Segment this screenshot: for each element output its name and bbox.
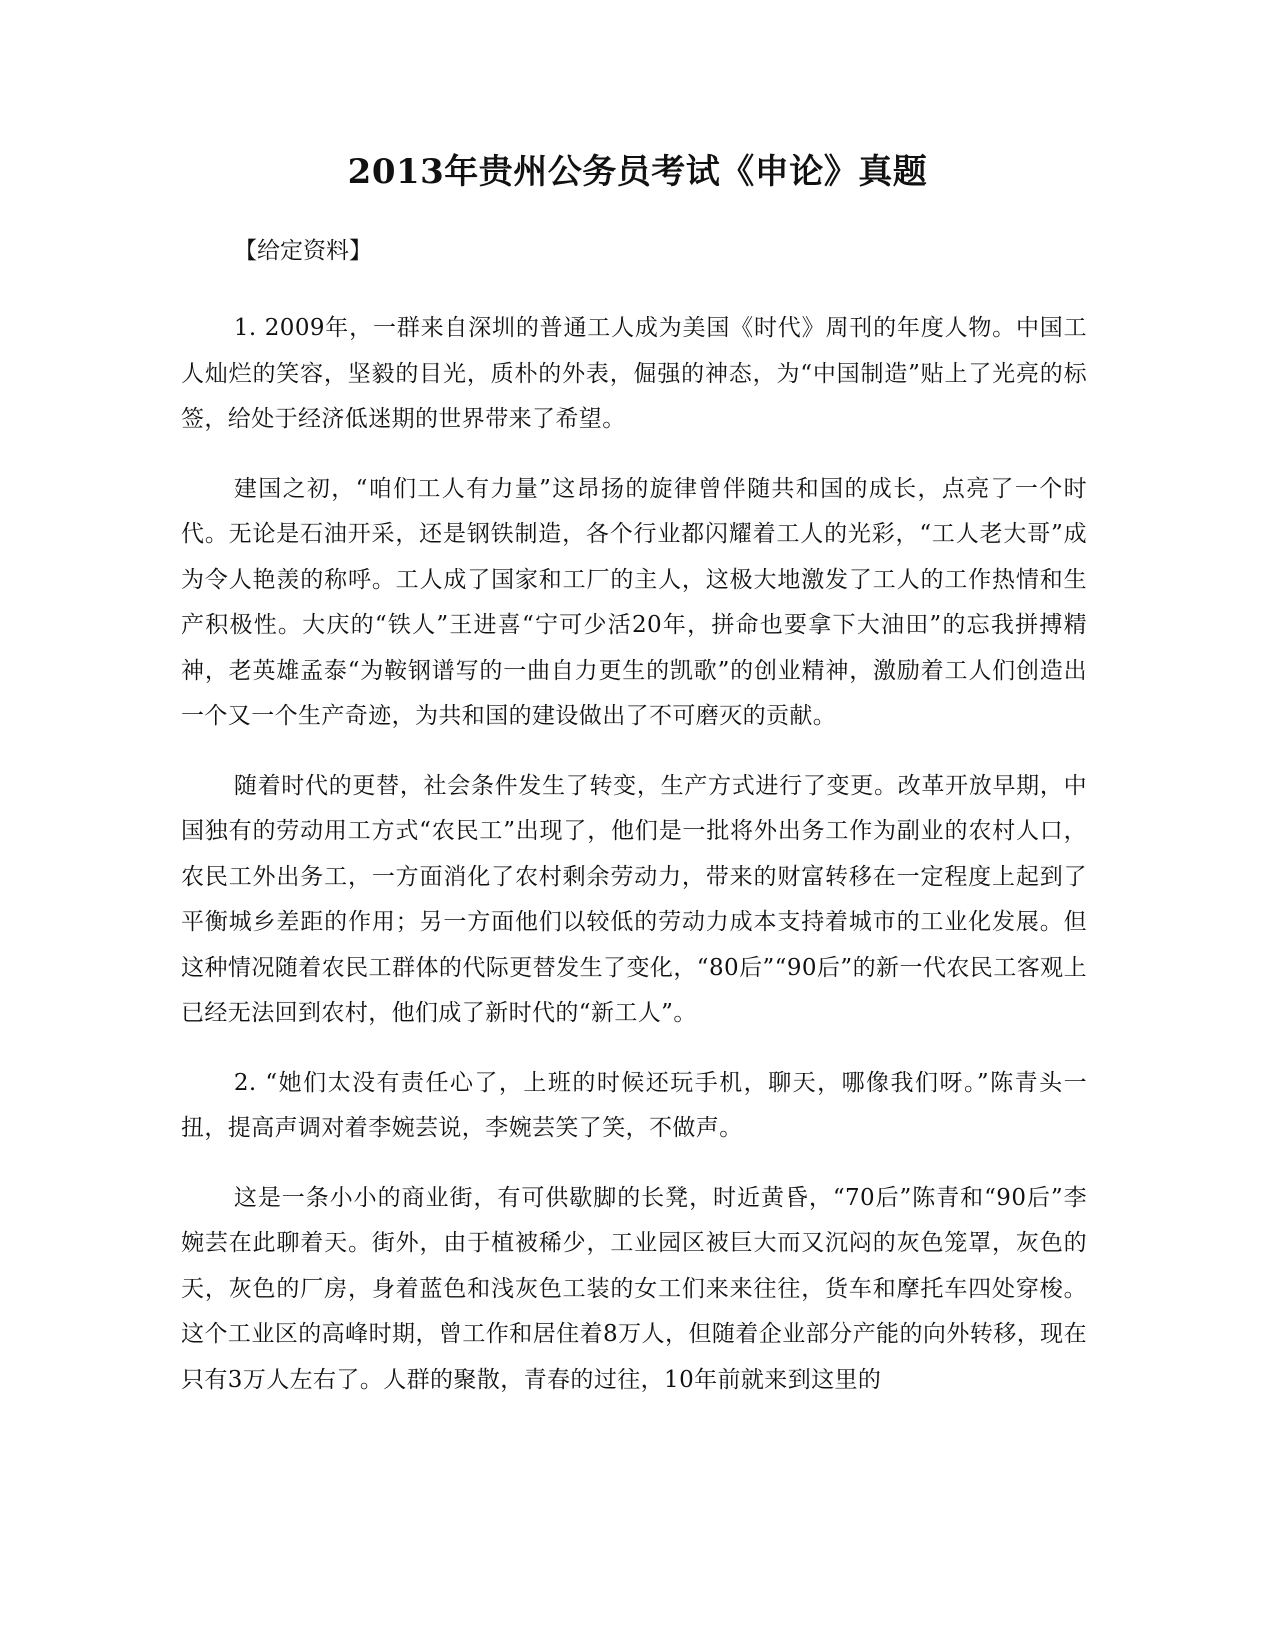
paragraph: 这是一条小小的商业街，有可供歇脚的长凳，时近黄昏，“70后”陈青和“90后”李婉芸在此聊着天。街外，由于植被稀少，工业园区被巨大而又沉闷的灰色笼罩，灰色的天，灰色的厂房，身着蓝色和浅灰色工装的女工们来来往往，货车和摩托车四处穿梭。这个工业区的高峰时期，曾工作和居住着8万人，但随着企业部分产能的向外转移，现在只有3万人左右了。人群的聚散，青春的过往，10年前就来到这里的 [181, 1184, 1087, 1393]
paragraph: 2. “她们太没有责任心了，上班的时候还玩手机，聊天，哪像我们呀。”陈青头一扭，提高声调对着李婉芸说，李婉芸笑了笑，不做声。 [181, 1069, 1087, 1141]
paragraph: 建国之初，“咱们工人有力量”这昂扬的旋律曾伴随共和国的成长，点亮了一个时代。无论是石油开采，还是钢铁制造，各个行业都闪耀着工人的光彩，“工人老大哥”成为令人艳羡的称呼。工人成了国家和工厂的主人，这极大地激发了工人的工作热情和生产积极性。大庆的“铁人”王进喜“宁可少活20年，拼命也要拿下大油田”的忘我拼搏精神，老英雄孟泰“为鞍钢谱写的一曲自力更生的凯歌”的创业精神，激励着工人们创造出一个又一个生产奇迹，为共和国的建设做出了不可磨灭的贡献。 [181, 475, 1087, 729]
paragraph: 随着时代的更替，社会条件发生了转变，生产方式进行了变更。改革开放早期，中国独有的劳动用工方式“农民工”出现了，他们是一批将外出务工作为副业的农村人口，农民工外出务工，一方面消化了农村剩余劳动力，带来的财富转移在一定程度上起到了平衡城乡差距的作用；另一方面他们以较低的劳动力成本支持着城市的工业化发展。但这种情况随着农民工群体的代际更替发生了变化，“80后”“90后”的新一代农民工客观上已经无法回到农村，他们成了新时代的“新工人”。 [181, 772, 1087, 1026]
document-body [181, 306, 1087, 1427]
section-heading: 【给定资料】 [234, 238, 372, 264]
paragraph: 1. 2009年，一群来自深圳的普通工人成为美国《时代》周刊的年度人物。中国工人灿烂的笑容，坚毅的目光，质朴的外表，倔强的神态，为“中国制造”贴上了光亮的标签，给处于经济低迷期的世界带来了希望。 [181, 315, 1087, 432]
document-title: 2013年贵州公务员考试《申论》真题 [347, 152, 928, 192]
